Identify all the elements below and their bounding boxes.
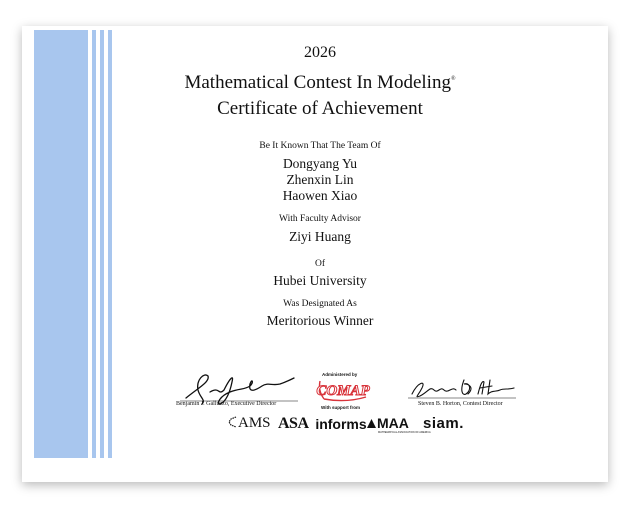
of-label: Of: [314, 259, 326, 269]
contest-year: 2026: [304, 44, 336, 61]
designation-label: Was Designated As: [283, 299, 357, 309]
asa-logo-text: ASA: [278, 415, 309, 432]
ams-logo-text: AMS: [238, 415, 271, 431]
contest-title-text: Mathematical Contest In Modeling: [184, 72, 451, 93]
informs-logo-text: informs: [315, 416, 367, 432]
maa-subtitle: MATHEMATICAL ASSOCIATION OF AMERICA: [378, 431, 431, 434]
comap-logo-text: COMAP: [316, 383, 370, 399]
informs-logo: [315, 415, 367, 432]
team-member: Haowen Xiao: [282, 188, 358, 203]
siam-logo: [423, 415, 464, 432]
with-support-label: With support from: [321, 405, 360, 410]
contest-director-caption: Steven B. Horton, Contest Director: [418, 401, 503, 407]
certificate-paper: [22, 26, 608, 482]
award-designation: Meritorious Winner: [266, 313, 374, 328]
contest-title: [0, 72, 640, 94]
siam-logo-text: siam.: [423, 415, 464, 432]
team-member: Dongyang Yu: [282, 156, 358, 171]
advisor-label: With Faculty Advisor: [279, 214, 361, 224]
institution-name: Hubei University: [273, 273, 367, 288]
maa-mark-icon: [366, 418, 377, 429]
comap-logo: [316, 377, 370, 403]
administered-by-label: Administered by: [322, 372, 358, 377]
advisor-name: Ziyi Huang: [289, 229, 351, 244]
certificate-title: Certificate of Achievement: [217, 98, 423, 119]
intro-text: Be It Known That The Team Of: [259, 141, 381, 151]
asa-logo: [278, 415, 309, 433]
team-member: Zhenxin Lin: [286, 172, 354, 187]
registered-mark: ®: [450, 76, 456, 82]
executive-director-caption: Benjamin J. Galluzzo, Executive Director: [176, 401, 277, 407]
maa-logo: [366, 415, 409, 431]
ams-logo: [228, 415, 271, 432]
maa-logo-text: MAA: [377, 415, 409, 431]
ams-mark-icon: [228, 416, 238, 428]
